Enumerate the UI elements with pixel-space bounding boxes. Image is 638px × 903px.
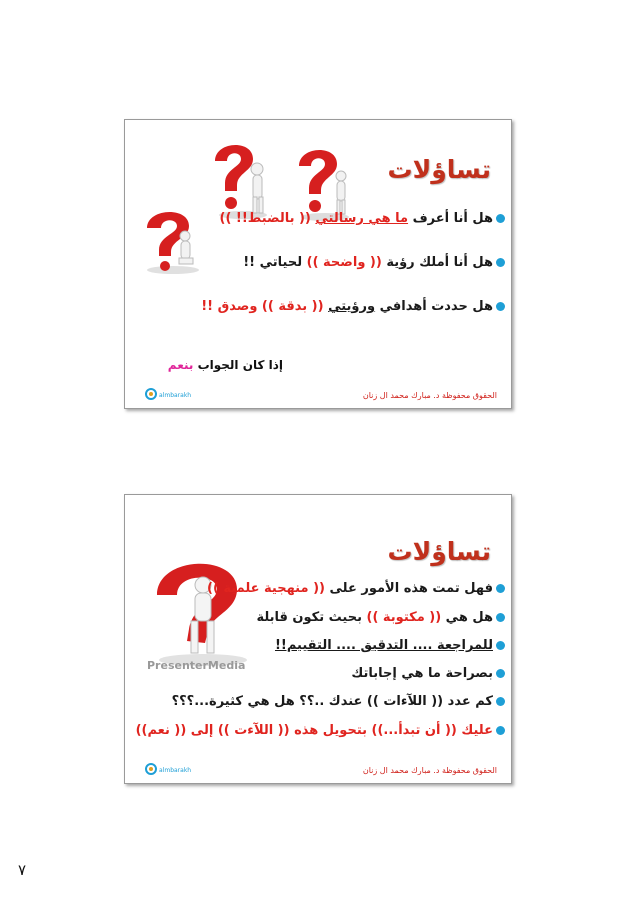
bullet-dot-icon [496, 584, 505, 593]
copyright-footer: الحقوق محفوظة د. مبارك محمد ال زنان [362, 766, 497, 775]
answer-line: إذا كان الجواب بنعم [167, 358, 283, 372]
bullet-2: هل هي (( مكتوبة )) بحيث تكون قابلة [256, 611, 505, 624]
bullet-dot-icon [496, 302, 505, 311]
logo-icon [145, 761, 193, 777]
presenter-carrying-question-mark-icon [143, 545, 263, 675]
slide-title: تساؤلات [387, 155, 491, 184]
logo-icon [145, 386, 193, 402]
slide-1 [124, 119, 512, 409]
bullet-dot-icon [496, 214, 505, 223]
bullet-5: كم عدد (( اللآءات )) عندك ..؟؟ هل هي كثيرة...؟؟؟ [172, 695, 505, 708]
svg-text:PresenterMedia: PresenterMedia [147, 659, 246, 672]
question-mark-figure-icon [285, 142, 355, 222]
bullet-dot-icon [496, 726, 505, 735]
bullet-4: بصراحة ما هي إجاباتك [351, 667, 505, 680]
copyright-footer: الحقوق محفوظة د. مبارك محمد ال زنان [362, 391, 497, 400]
bullet-2: هل أنا أملك رؤية (( واضحة )) لحياتي !! [243, 256, 505, 269]
slide-2 [124, 494, 512, 784]
bullet-dot-icon [496, 669, 505, 678]
page-number: ٧ [18, 861, 27, 879]
bullet-dot-icon [496, 613, 505, 622]
question-mark-figure-icon [203, 135, 273, 220]
bullet-dot-icon [496, 258, 505, 267]
bullet-dot-icon [496, 641, 505, 650]
bullet-3: هل حددت أهدافي ورؤيتي (( بدقة )) وصدق !! [201, 300, 505, 313]
bullet-6: عليك (( أن تبدأ...)) بتحويل هذه (( اللآءت )) إلى (( نعم)) [136, 724, 505, 737]
svg-text:almbarakh: almbarakh [159, 392, 192, 399]
bullet-3: للمراجعة .... التدقيق .... التقييم!! [275, 639, 505, 652]
bullet-1: فهل تمت هذه الأمور على (( منهجية علمية )) [207, 582, 505, 595]
bullet-dot-icon [496, 697, 505, 706]
svg-text:almbarakh: almbarakh [159, 767, 192, 774]
bullet-1: هل أنا أعرف ما هي رسالتي (( بالضبط!! )) [220, 212, 505, 225]
question-mark-thinker-icon [139, 206, 207, 276]
slide-title: تساؤلات [387, 537, 491, 566]
